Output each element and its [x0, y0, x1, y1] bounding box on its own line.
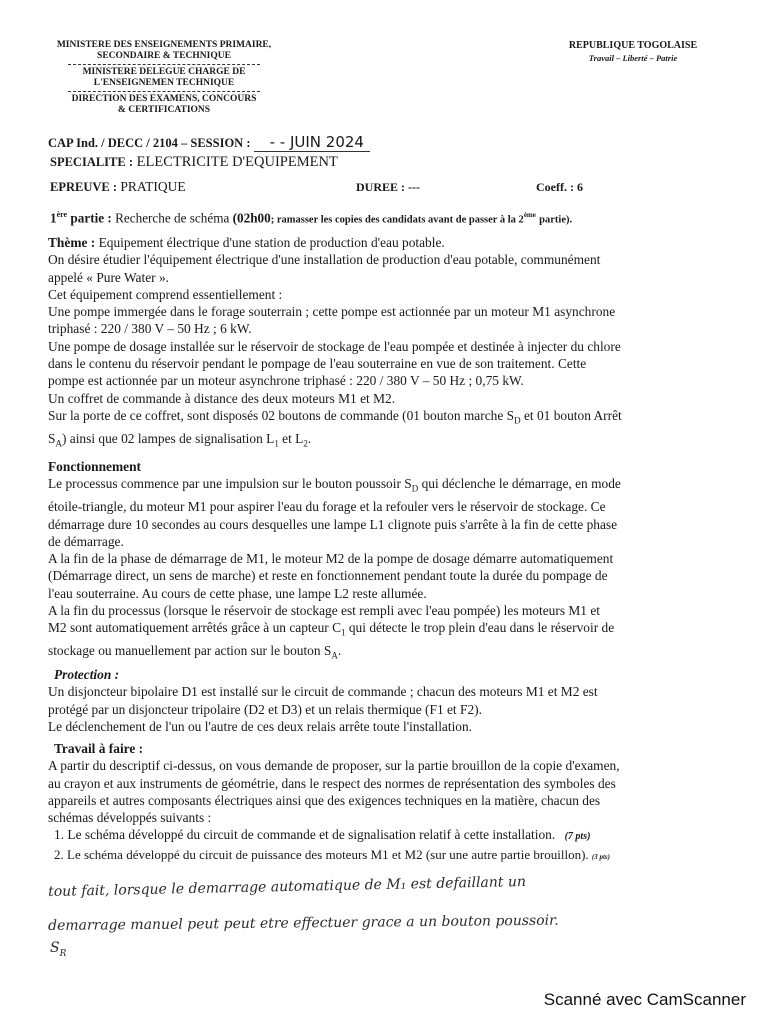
- fonct-text: de démarrage.: [48, 533, 124, 549]
- fonct-text: démarrage dure 10 secondes au cours desquelles une lampe L1 clignote puis s'arrête à la fin de cette phase: [48, 516, 618, 532]
- theme-text: Equipement électrique d'une station de production d'eau potable.: [98, 235, 445, 250]
- divider: [68, 64, 260, 65]
- fonct-text: qui déclenche le démarrage, en mode: [421, 476, 621, 492]
- theme-text: ) ainsi que 02 lampes de signalisation L: [61, 430, 275, 446]
- protection-label: Protection :: [54, 667, 120, 682]
- fonct-text: A la fin du processus (lorsque le réservoir de stockage est rempli avec l'eau pompée) les moteurs M1 et: [48, 603, 600, 619]
- epreuve-value: PRATIQUE: [120, 179, 186, 194]
- session-label: CAP Ind. / DECC / 2104 – SESSION :: [48, 136, 251, 150]
- fonct-text: (Démarrage direct, un sens de marche) et reste en fonctionnement pendant toute la durée du pompage de: [48, 568, 608, 584]
- theme-section: [48, 234, 622, 453]
- theme-text: Une pompe de dosage installée sur le réservoir de stockage de l'eau pompée et destinée à injecter du chlore: [48, 338, 621, 354]
- ministry-line: MINISTERE DELEGUE CHARGE DE: [82, 67, 246, 77]
- theme-sub: 1: [274, 438, 279, 449]
- fonct-text: qui détecte le trop plein d'eau dans le réservoir de: [348, 620, 615, 636]
- theme-text: Un coffret de commande à distance des deux moteurs M1 et M2.: [48, 390, 396, 406]
- fonct-text: A la fin de la phase de démarrage de M1, le moteur M2 de la pompe de dosage démarre automatiquement: [48, 551, 614, 567]
- theme-text: Une pompe immergée dans le forage souterrain ; cette pompe est actionnée par un moteur M1 asynchrone: [48, 304, 616, 320]
- travail-item-points: (3 pts): [591, 852, 610, 861]
- theme-text: S: [48, 430, 56, 446]
- fonctionnement-section: [48, 458, 621, 665]
- travail-item-points: (7 pts): [564, 831, 591, 843]
- duree-line: [356, 179, 420, 196]
- fonct-text: l'eau souterraine. Au cours de cette phase, une lampe L2 reste allumée.: [48, 585, 427, 601]
- handwritten-note-line: tout fait, lorsque le demarrage automatique de M₁ est defaillant un: [48, 873, 527, 900]
- coeff-value: 6: [576, 180, 583, 194]
- theme-text: et 01 bouton Arrêt: [523, 407, 622, 423]
- theme-text: et L: [282, 430, 304, 446]
- handwritten-note-line: demarrage manuel peut peut etre effectuer grace a un bouton poussoir.: [48, 912, 559, 934]
- protection-text: Un disjoncteur bipolaire D1 est installé sur le circuit de commande ; chacun des moteurs M1 et M2 est: [48, 684, 598, 700]
- specialty-line: [50, 154, 338, 171]
- theme-sub: D: [514, 415, 521, 426]
- coeff-label: Coeff. :: [536, 180, 574, 194]
- session-date: - - JUIN 2024: [254, 134, 370, 152]
- theme-sub: 2: [303, 438, 308, 449]
- theme-text: appelé « Pure Water ».: [48, 269, 170, 285]
- travail-section: [48, 740, 620, 866]
- specialty-label: SPECIALITE :: [50, 155, 134, 169]
- partie-line: [50, 206, 572, 229]
- theme-text: triphasé : 220 / 380 V – 50 Hz ; 6 kW.: [48, 321, 252, 337]
- protection-text: protégé par un disjoncteur tripolaire (D2 et D3) et un relais thermique (F1 et F2).: [48, 701, 482, 717]
- ministry-line: SECONDAIRE & TECHNIQUE: [97, 51, 231, 61]
- fonct-text: Le processus commence par une impulsion sur le bouton poussoir S: [48, 476, 412, 492]
- protection-section: [48, 666, 598, 735]
- theme-text: Sur la porte de ce coffret, sont disposés 02 boutons de commande (01 bouton marche S: [48, 407, 515, 423]
- fonct-sub: 1: [341, 628, 346, 639]
- travail-text: au crayon et aux instruments de géométrie, dans le respect des normes de représentation des symboles des: [48, 775, 616, 791]
- theme-text: dans le contenu du réservoir pendant le pompage de l'eau souterraine en vue de son traitement. Cette: [48, 356, 587, 372]
- ministry-header: [48, 40, 280, 116]
- ministry-line: & CERTIFICATIONS: [117, 105, 211, 115]
- fonct-text: .: [337, 643, 342, 659]
- theme-label: Thème :: [48, 235, 96, 250]
- theme-text: On désire étudier l'équipement électrique d'une installation de production d'eau potable, communément: [48, 252, 601, 268]
- country-motto: Travail – Liberté – Patrie: [588, 53, 678, 63]
- theme-sub: A: [55, 438, 62, 449]
- fonct-text: stockage ou manuellement par action sur le bouton S: [48, 643, 332, 659]
- partie-note-end: partie).: [539, 214, 573, 226]
- duree-label: DUREE :: [356, 180, 406, 194]
- partie-num: 1: [50, 210, 57, 226]
- travail-text: appareils et autres composants électriques ainsi que des exigences techniques en la matière, chacun des: [48, 792, 601, 808]
- partie-label: partie :: [70, 210, 112, 226]
- partie-sup: ère: [56, 210, 68, 219]
- divider: [68, 91, 260, 92]
- handwritten-text: S: [50, 940, 60, 956]
- travail-item: 1. Le schéma développé du circuit de commande et de signalisation relatif à cette installation.: [54, 827, 556, 843]
- ministry-line: L'ENSEIGNEMEN TECHNIQUE: [93, 78, 235, 88]
- specialty-value: ELECTRICITE D'EQUIPEMENT: [136, 154, 338, 170]
- theme-text: .: [307, 430, 312, 446]
- fonctionnement-label: Fonctionnement: [48, 459, 141, 474]
- partie-note: ; ramasser les copies des candidats avant de passer à la 2: [270, 214, 524, 226]
- epreuve-label: EPREUVE :: [50, 180, 118, 194]
- handwritten-sub: R: [59, 948, 67, 959]
- session-line: [48, 134, 370, 152]
- ministry-line: DIRECTION DES EXAMENS, CONCOURS: [71, 94, 257, 104]
- partie-title: Recherche de schéma: [115, 210, 230, 226]
- theme-text: Cet équipement comprend essentiellement :: [48, 286, 283, 302]
- fonct-sub: A: [331, 650, 338, 661]
- travail-text: schémas développés suivants :: [48, 810, 212, 826]
- duree-value: ---: [408, 180, 421, 194]
- fonct-sub: D: [411, 483, 419, 494]
- country-header: [548, 40, 718, 64]
- epreuve-line: [50, 178, 186, 196]
- coeff-line: [536, 179, 583, 196]
- theme-text: pompe est actionnée par un moteur asynchrone triphasé : 220 / 380 V – 50 Hz ; 0,75 kW.: [48, 373, 524, 389]
- partie-duration: (02h00: [232, 210, 271, 226]
- travail-label: Travail à faire :: [54, 741, 144, 756]
- partie-note-sup: ème: [523, 211, 536, 219]
- fonct-text: étoile-triangle, du moteur M1 pour aspirer l'eau du forage et la refouler vers le réservoir de stockage. Ce: [48, 499, 606, 515]
- fonct-text: M2 sont automatiquement arrêtés grâce à un capteur C: [48, 620, 341, 636]
- ministry-line: MINISTERE DES ENSEIGNEMENTS PRIMAIRE,: [56, 40, 272, 50]
- travail-text: A partir du descriptif ci-dessus, on vous demande de proposer, sur la partie brouillon de la copie d'examen,: [48, 758, 620, 774]
- travail-item: 2. Le schéma développé du circuit de puissance des moteurs M1 et M2 (sur une autre partie brouillon).: [54, 846, 589, 862]
- country-name: REPUBLIQUE TOGOLAISE: [568, 40, 698, 51]
- protection-text: Le déclenchement de l'un ou l'autre de ces deux relais arrête toute l'installation.: [48, 718, 473, 734]
- handwritten-note-line: [50, 940, 66, 959]
- scanner-watermark: Scanné avec CamScanner: [543, 990, 746, 1009]
